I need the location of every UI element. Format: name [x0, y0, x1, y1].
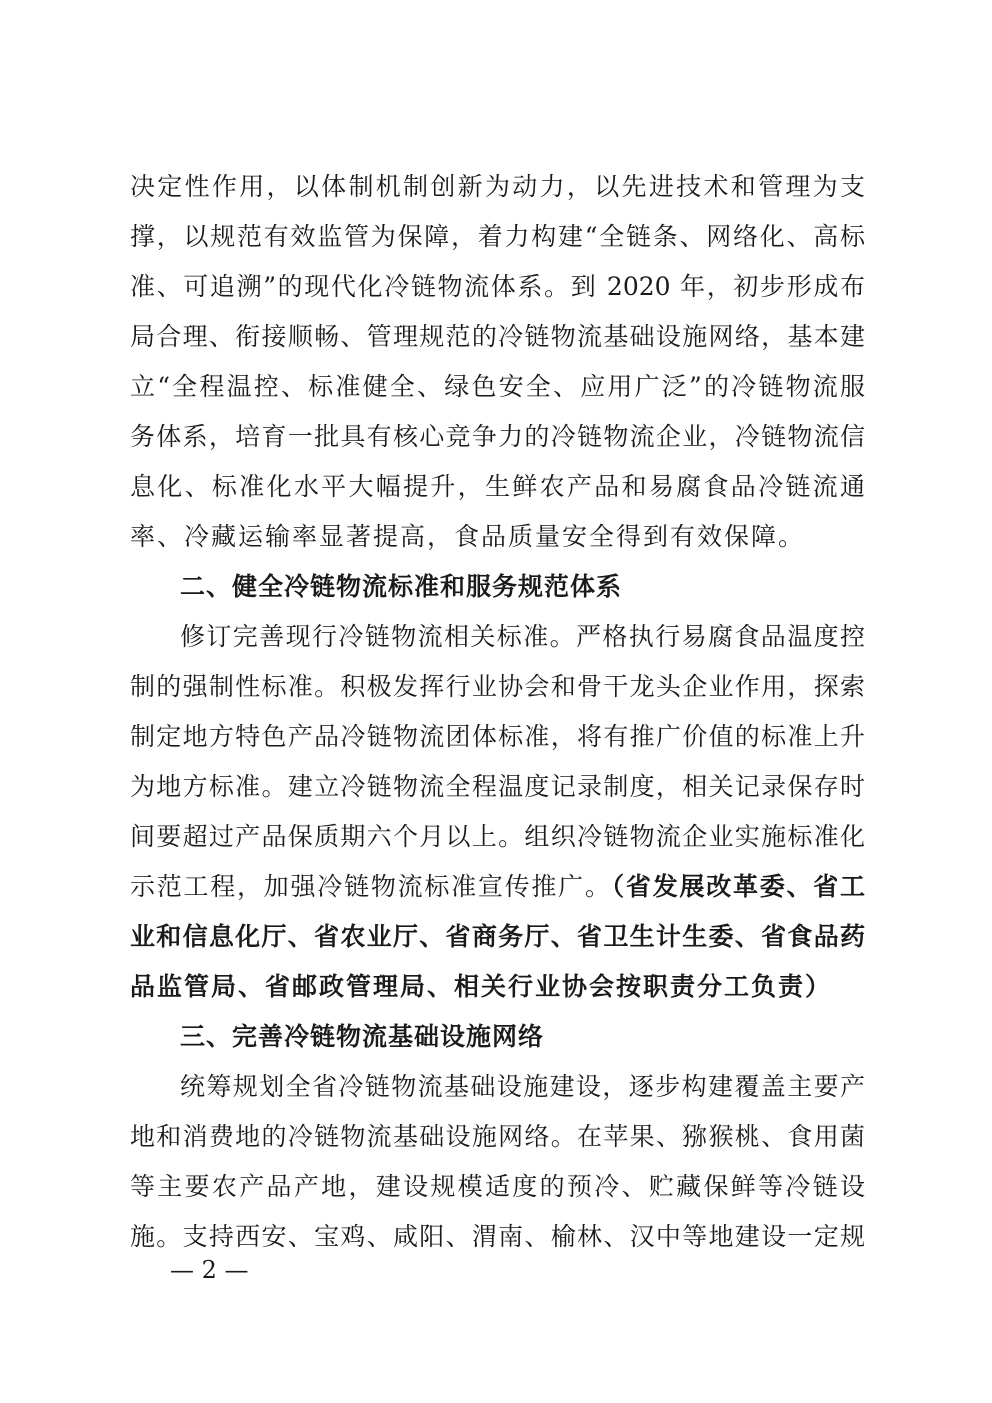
paragraph-infrastructure [130, 1062, 865, 1262]
section-heading-3: 三、完善冷链物流基础设施网络 [180, 1022, 545, 1051]
text-line-mixed [130, 862, 865, 912]
responsibility-text: 品监管局、省邮政管理局、相关行业协会按职责分工负责） [130, 972, 833, 1001]
text-line: 准、可追溯”的现代化冷链物流体系。到 2020 年，初步形成布 [130, 272, 865, 301]
text-line: 地和消费地的冷链物流基础设施网络。在苹果、猕猴桃、食用菌 [130, 1122, 865, 1151]
responsibility-text: （省发展改革委、省工 [611, 872, 866, 901]
text-line: 撑，以规范有效监管为保障，着力构建“全链条、网络化、高标 [130, 222, 865, 251]
text-line: 间要超过产品保质期六个月以上。组织冷链物流企业实施标准化 [130, 822, 865, 851]
text-line: 息化、标准化水平大幅提升，生鲜农产品和易腐食品冷链流通 [130, 472, 865, 501]
text-line: 务体系，培育一批具有核心竞争力的冷链物流企业，冷链物流信 [130, 422, 865, 451]
responsibility-text: 业和信息化厅、省农业厅、省商务厅、省卫生计生委、省食品药 [130, 922, 865, 951]
text-line: 制的强制性标准。积极发挥行业协会和骨干龙头企业作用，探索 [130, 672, 865, 701]
page-number: — 2 — [170, 1256, 249, 1284]
text-line: 制定地方特色产品冷链物流团体标准，将有推广价值的标准上升 [130, 722, 865, 751]
text-line: 等主要农产品产地，建设规模适度的预冷、贮藏保鲜等冷链设 [130, 1172, 865, 1201]
text-line: 立“全程温控、标准健全、绿色安全、应用广泛”的冷链物流服 [130, 372, 865, 401]
text-plain: 示范工程，加强冷链物流标准宣传推广。 [130, 872, 612, 901]
document-body [130, 162, 865, 1262]
text-line: 决定性作用，以体制机制创新为动力，以先进技术和管理为支 [130, 172, 865, 201]
text-line: 施。支持西安、宝鸡、咸阳、渭南、榆林、汉中等地建设一定规 [130, 1222, 865, 1251]
text-line: 统筹规划全省冷链物流基础设施建设，逐步构建覆盖主要产 [180, 1072, 865, 1101]
text-line: 局合理、衔接顺畅、管理规范的冷链物流基础设施网络，基本建 [130, 322, 865, 351]
paragraph-standards [130, 612, 865, 1012]
text-line: 为地方标准。建立冷链物流全程温度记录制度，相关记录保存时 [130, 772, 865, 801]
paragraph-goals [130, 162, 865, 562]
section-heading-2: 二、健全冷链物流标准和服务规范体系 [180, 572, 623, 601]
text-line: 率、冷藏运输率显著提高，食品质量安全得到有效保障。 [130, 522, 806, 551]
text-line: 修订完善现行冷链物流相关标准。严格执行易腐食品温度控 [180, 622, 865, 651]
